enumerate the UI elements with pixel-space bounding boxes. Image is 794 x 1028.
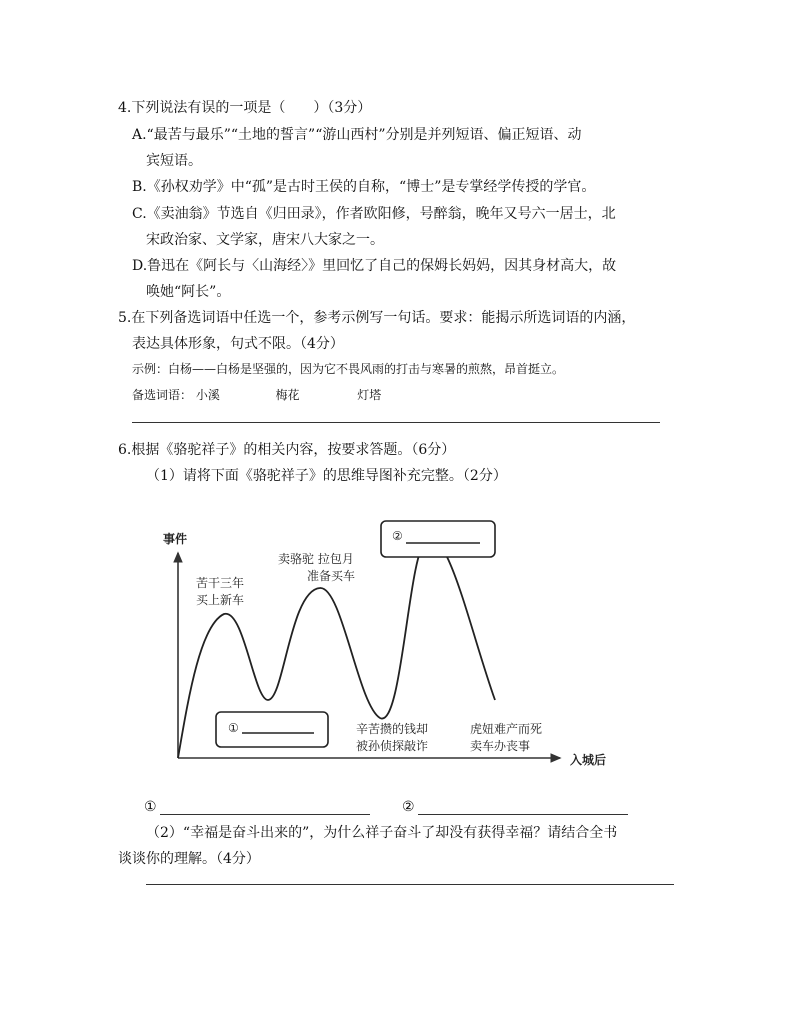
q5-option-2: 梅花 — [275, 388, 300, 402]
q5-options-label: 备选词语： — [132, 388, 193, 402]
q4-option-c-cont: 宋政治家、文学家，唐宋八大家之一。 — [146, 232, 384, 248]
q5-option-3: 灯塔 — [357, 388, 382, 402]
x-axis-label: 入城后 — [570, 753, 607, 767]
blank-2-marker: ② — [402, 799, 415, 815]
q5-example: 示例：白杨——白杨是坚强的，因为它不畏风雨的打击与寒暑的煎熬，昂首挺立。 — [132, 362, 565, 376]
valley2-label-2: 被孙侦探敲诈 — [356, 739, 429, 753]
answer-box-2-marker: ② — [392, 529, 403, 543]
peak1-label-1: 苦干三年 — [196, 576, 245, 590]
peak1-label-2: 买上新车 — [196, 593, 245, 607]
q6-sub2-cont: 谈谈你的理解。（4分） — [118, 851, 260, 867]
q4-option-d: D.鲁迅在《阿长与〈山海经〉》里回忆了自己的保姆长妈妈，因其身材高大，故 — [132, 258, 617, 274]
answer-box-1-marker: ① — [228, 721, 239, 735]
q4-option-a-cont: 宾短语。 — [146, 153, 202, 169]
peak2-label-2: 准备买车 — [307, 569, 356, 583]
end-label-1: 虎妞难产而死 — [470, 722, 543, 736]
q6-answer-line[interactable] — [146, 884, 674, 885]
q4-option-c: C.《卖油翁》节选自《归田录》，作者欧阳修，号醉翁，晚年又号六一居士，北 — [132, 206, 616, 222]
peak2-label-1: 卖骆驼 拉包月 — [278, 552, 354, 566]
y-axis-label: 事件 — [163, 532, 188, 546]
blank-1-line[interactable] — [160, 814, 370, 815]
end-label-2: 卖车办丧事 — [470, 739, 531, 753]
valley2-label-1: 辛苦攒的钱却 — [356, 722, 429, 736]
q5-stem: 5.在下列备选词语中任选一个，参考示例写一句话。要求：能揭示所选词语的内涵， — [118, 310, 636, 326]
q4-option-a: A.“最苦与最乐”“土地的誓言”“游山西村”分别是并列短语、偏正短语、动 — [132, 127, 582, 143]
q6-stem: 6.根据《骆驼祥子》的相关内容，按要求答题。（6分） — [118, 442, 456, 458]
blank-1-marker: ① — [144, 799, 157, 815]
q6-sub1: （1）请将下面《骆驼祥子》的思维导图补充完整。（2分） — [146, 468, 507, 484]
blank-2-line[interactable] — [418, 814, 628, 815]
q5-option-1: 小溪 — [195, 388, 220, 402]
q4-stem: 4.下列说法有误的一项是（ ）（3分） — [118, 100, 372, 116]
q6-sub2: （2）“幸福是奋斗出来的”，为什么祥子奋斗了却没有获得幸福？请结合全书 — [146, 825, 618, 841]
q4-option-d-cont: 唤她“阿长”。 — [146, 284, 231, 300]
q5-stem-cont: 表达具体形象，句式不限。（4分） — [132, 336, 344, 352]
q4-option-b: B.《孙权劝学》中“孤”是古时王侯的自称，“博士”是专掌经学传授的学官。 — [132, 179, 596, 195]
